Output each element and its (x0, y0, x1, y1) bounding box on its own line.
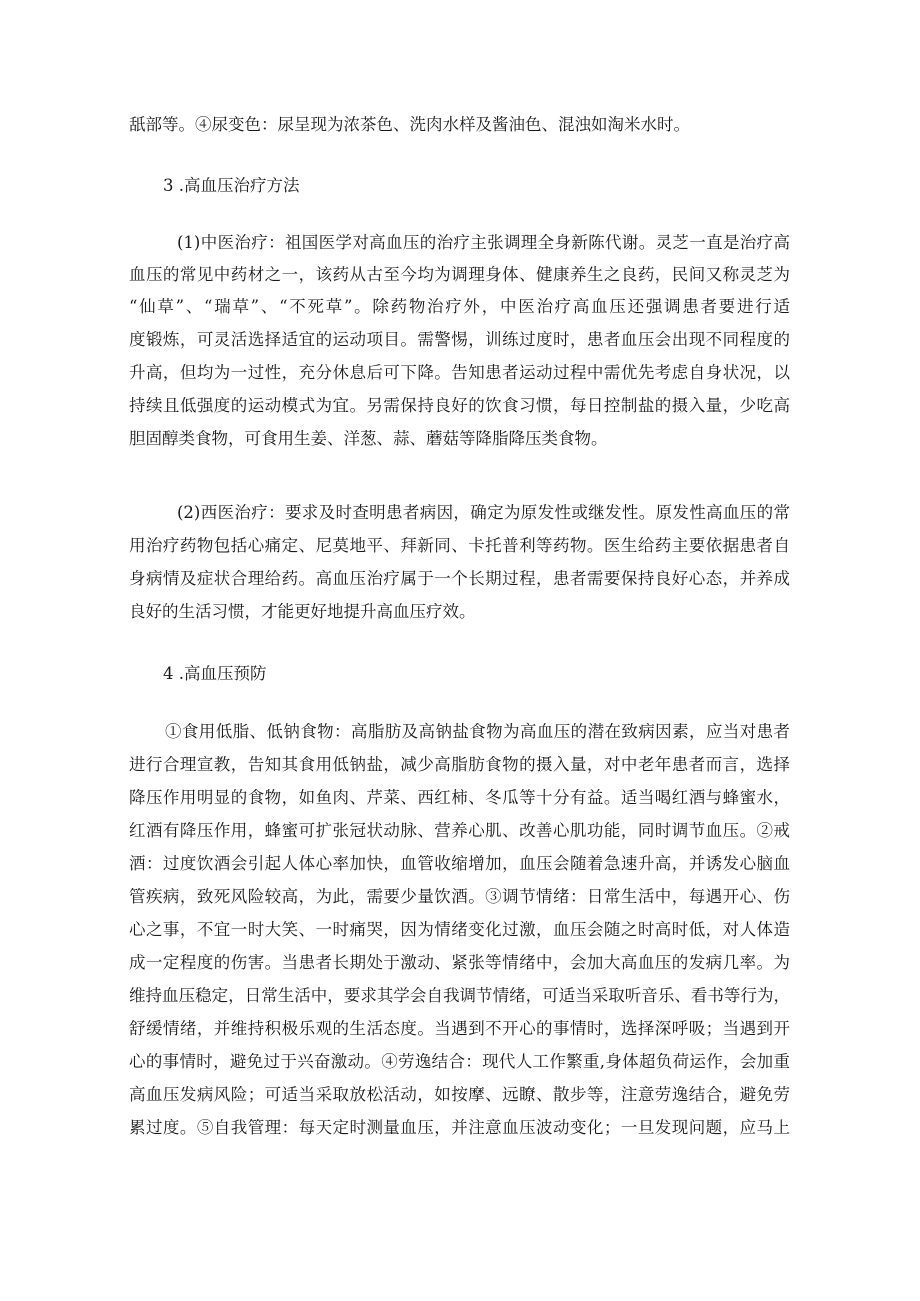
paragraph-line: 胆固醇类食物，可食用生姜、洋葱、蒜、蘑菇等降脂降压类食物。 (129, 429, 608, 448)
paragraph-line: (2)西医治疗：要求及时查明患者病因，确定为原发性或继发性。原发性高血压的常 (177, 503, 790, 522)
paragraph-line: 维持血压稳定，日常生活中，要求其学会自我调节情绪，可适当采取听音乐、看书等行为， (129, 986, 790, 1005)
paragraph-line: 用治疗药物包括心痛定、尼莫地平、拜新同、卡托普利等药物。医生给药主要依据患者自 (129, 536, 790, 555)
paragraph-line: 身病情及症状合理给药。高血压治疗属于一个长期过程，患者需要保持良好心态，并养成 (129, 569, 790, 588)
paragraph-line: 进行合理宣教，告知其食用低钠盐，减少高脂肪食物的摄入量，对中老年患者而言，选择 (129, 755, 790, 774)
paragraph-line: 酒：过度饮酒会引起人体心率加快，血管收缩增加，血压会随着急速升高，并诱发心脑血 (129, 854, 790, 873)
paragraph-line: 成一定程度的伤害。当患者长期处于激动、紧张等情绪中，会加大高血压的发病几率。为 (129, 953, 790, 972)
paragraph-line: 持续且低强度的运动模式为宜。另需保持良好的饮食习惯，每日控制盐的摄入量，少吃高 (129, 396, 790, 415)
paragraph-line: (1)中医治疗：祖国医学对高血压的治疗主张调理全身新陈代谢。灵芝一直是治疗高 (177, 233, 790, 252)
paragraph-line: 降压作用明显的食物，如鱼肉、芹菜、西红柿、冬瓜等十分有益。适当喝红酒与蜂蜜水， (129, 788, 790, 807)
paragraph-line: 高血压发病风险；可适当采取放松活动，如按摩、远瞭、散步等，注意劳逸结合，避免劳 (129, 1085, 790, 1104)
paragraph-line: 红酒有降压作用，蜂蜜可扩张冠状动脉、营养心肌、改善心肌功能，同时调节血压。②戒 (129, 821, 790, 840)
paragraph-line: 管疾病，致死风险较高，为此，需要少量饮酒。③调节情绪：日常生活中，每遇开心、伤 (129, 887, 790, 906)
paragraph-line: 心之事，不宜一时大笑、一时痛哭，因为情绪变化过激，血压会随之时高时低，对人体造 (129, 920, 790, 939)
paragraph-line: ①食用低脂、低钠食物：高脂肪及高钠盐食物为高血压的潜在致病因素，应当对患者 (165, 722, 790, 741)
paragraph-line: 心的事情时，避免过于兴奋激动。④劳逸结合：现代人工作繁重,身体超负荷运作，会加重 (129, 1052, 790, 1071)
paragraph-line: 良好的生活习惯，才能更好地提升高血压疗效。 (129, 602, 476, 621)
section-heading: 4 .高血压预防 (163, 664, 267, 683)
paragraph-line: 度锻炼，可灵活选择适宜的运动项目。需警惕，训练过度时，患者血压会出现不同程度的 (129, 330, 790, 349)
paragraph-line: 升高，但均为一过性，充分休息后可下降。告知患者运动过程中需优先考虑自身状况，以 (129, 363, 790, 382)
paragraph-line: 舒缓情绪，并维持积极乐观的生活态度。当遇到不开心的事情时，选择深呼吸；当遇到开 (129, 1019, 790, 1038)
section-heading: 3 .高血压治疗方法 (163, 176, 300, 195)
paragraph-line: 累过度。⑤自我管理：每天定时测量血压，并注意血压波动变化；一旦发现问题，应马上 (129, 1118, 790, 1137)
paragraph-line: 舐部等。④尿变色：尿呈现为浓茶色、洗肉水样及酱油色、混浊如淘米水时。 (129, 115, 690, 134)
paragraph-line: “仙草”、“瑞草”、“不死草”。除药物治疗外，中医治疗高血压还强调患者要进行适 (129, 297, 790, 316)
paragraph-line: 血压的常见中药材之一，该药从古至今均为调理身体、健康养生之良药，民间又称灵芝为 (129, 265, 790, 284)
